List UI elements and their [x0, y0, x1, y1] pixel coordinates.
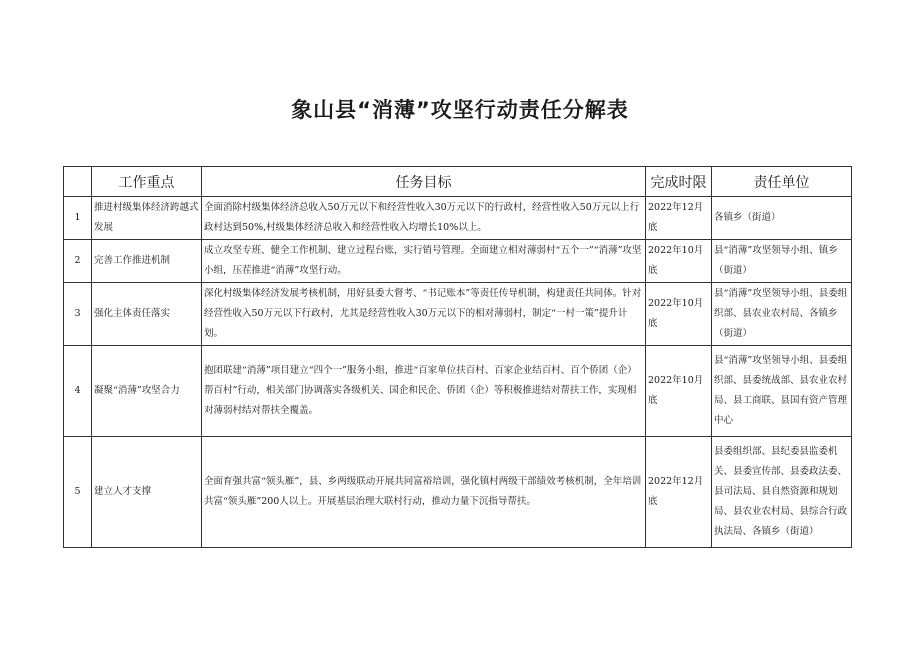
deadline-cell: 2022年12月底: [646, 437, 712, 548]
responsible-unit-cell: 县“消薄”攻坚领导小组、镇乡（街道）: [712, 240, 852, 283]
header-task-goal: 任务目标: [202, 167, 646, 197]
deadline-cell: 2022年10月底: [646, 346, 712, 437]
responsible-unit-cell: 县“消薄”攻坚领导小组、县委组织部、县农业农村局、各镇乡（街道）: [712, 283, 852, 346]
work-focus-cell: 完善工作推进机制: [92, 240, 202, 283]
deadline-cell: 2022年10月底: [646, 240, 712, 283]
work-focus-cell: 推进村级集体经济跨越式发展: [92, 197, 202, 240]
header-responsible-unit: 责任单位: [712, 167, 852, 197]
responsible-unit-cell: 各镇乡（街道）: [712, 197, 852, 240]
header-index: [64, 167, 92, 197]
row-index: 4: [64, 346, 92, 437]
responsible-unit-cell: 县委组织部、县纪委县监委机关、县委宣传部、县委政法委、县司法局、县自然资源和规划局、县农业农村局、县综合行政执法局、各镇乡（街道）: [712, 437, 852, 548]
table-row: [64, 346, 852, 437]
work-focus-cell: 建立人才支撑: [92, 437, 202, 548]
row-index: 5: [64, 437, 92, 548]
task-goal-cell: 成立攻坚专班、健全工作机制、建立过程台账，实行销号管理。全面建立相对薄弱村“五个一”“消薄”攻坚小组，压茬推进“消薄”攻坚行动。: [202, 240, 646, 283]
page-title: 象山县“消薄”攻坚行动责任分解表: [291, 98, 629, 122]
table-row: [64, 240, 852, 283]
work-focus-cell: 凝聚“消薄”攻坚合力: [92, 346, 202, 437]
header-deadline: 完成时限: [646, 167, 712, 197]
task-goal-cell: 抱团联建“消薄”项目建立“四个一”服务小组，推进“百家单位扶百村、百家企业结百村、百个侨团（企）帮百村”行动，相关部门协调落实各级机关、国企和民企、侨团（企）等积极推进结对帮扶工作，实现相对薄弱村结对帮扶全覆盖。: [202, 346, 646, 437]
table-row: [64, 283, 852, 346]
deadline-cell: 2022年10月底: [646, 283, 712, 346]
task-goal-cell: 深化村级集体经济发展考核机制，用好县委大督考、“书记账本”等责任传导机制，构建责任共同体。针对经营性收入50万元以下行政村，尤其是经营性收入30万元以下的相对薄弱村，制定“一村一策”提升计划。: [202, 283, 646, 346]
task-goal-cell: 全面消除村级集体经济总收入50万元以下和经营性收入30万元以下的行政村，经营性收入50万元以上行政村达到50%,村级集体经济总收入和经营性收入均增长10%以上。: [202, 197, 646, 240]
row-index: 3: [64, 283, 92, 346]
responsible-unit-cell: 县“消薄”攻坚领导小组、县委组织部、县委统战部、县农业农村局、县工商联、县国有资产管理中心: [712, 346, 852, 437]
task-goal-cell: 全面育强共富“领头雁”，县、乡两级联动开展共同富裕培训，强化镇村两级干部绩效考核机制，全年培训共富“领头雁”200人以上。开展基层治理大联村行动，推动力量下沉指导帮扶。: [202, 437, 646, 548]
table-header-row: [64, 167, 852, 197]
deadline-cell: 2022年12月底: [646, 197, 712, 240]
row-index: 1: [64, 197, 92, 240]
work-focus-cell: 强化主体责任落实: [92, 283, 202, 346]
table-row: [64, 437, 852, 548]
row-index: 2: [64, 240, 92, 283]
header-work-focus: 工作重点: [92, 167, 202, 197]
responsibility-table: [63, 166, 852, 548]
table-row: [64, 197, 852, 240]
